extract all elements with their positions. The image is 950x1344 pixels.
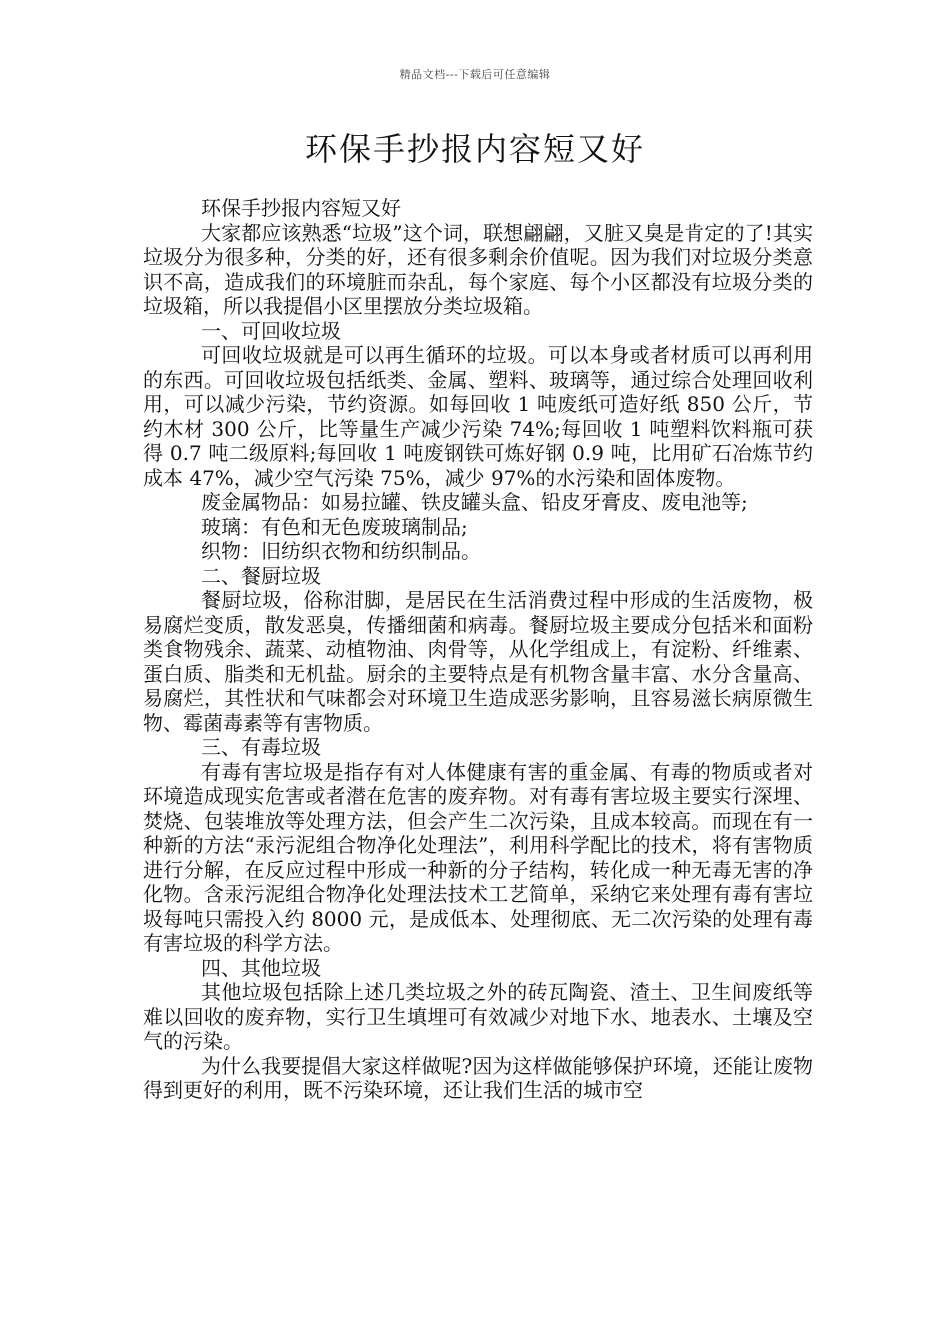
other-paragraph: 其他垃圾包括除上述几类垃圾之外的砖瓦陶瓷、渣土、卫生间废纸等难以回收的废弃物，实行卫生填埋可有效减少对地下水、地表水、土壤及空气的污染。	[143, 980, 813, 1053]
section-heading-other: 四、其他垃圾	[201, 955, 321, 980]
document-body	[143, 196, 813, 1103]
metal-items-line: 废金属物品：如易拉罐、铁皮罐头盒、铅皮牙膏皮、废电池等;	[201, 490, 748, 514]
fabric-items-line: 织物：旧纺织衣物和纺织制品。	[201, 539, 481, 563]
intro-paragraph: 大家都应该熟悉“垃圾”这个词，联想翩翩，又脏又臭是肯定的了!其实垃圾分为很多种，分类的好，还有很多剩余价值呢。因为我们对垃圾分类意识不高，造成我们的环境脏而杂乱，每个家庭、每个小区都没有垃圾分类的垃圾箱，所以我提倡小区里摆放分类垃圾箱。	[143, 220, 813, 318]
closing-paragraph: 为什么我要提倡大家这样做呢?因为这样做能够保护环境，还能让废物得到更好的利用，既不污染环境，还让我们生活的城市空	[143, 1053, 813, 1102]
section-heading-kitchen: 二、餐厨垃圾	[201, 563, 321, 588]
kitchen-paragraph: 餐厨垃圾，俗称泔脚，是居民在生活消费过程中形成的生活废物，极易腐烂变质，散发恶臭，传播细菌和病毒。餐厨垃圾主要成分包括米和面粉类食物残余、蔬菜、动植物油、肉骨等，从化学组成上，有淀粉、纤维素、蛋白质、脂类和无机盐。厨余的主要特点是有机物含量丰富、水分含量高、易腐烂，其性状和气味都会对环境卫生造成恶劣影响，且容易滋长病原微生物、霉菌毒素等有害物质。	[143, 588, 813, 735]
document-title: 环保手抄报内容短又好	[304, 130, 645, 168]
toxic-paragraph: 有毒有害垃圾是指存有对人体健康有害的重金属、有毒的物质或者对环境造成现实危害或者潜在危害的废弃物。对有毒有害垃圾主要实行深埋、焚烧、包装堆放等处理方法，但会产生二次污染，且成本较高。而现在有一种新的方法“汞污泥组合物净化处理法”，利用科学配比的技术，将有害物质进行分解，在反应过程中形成一种新的分子结构，转化成一种无毒无害的净化物。含汞污泥组合物净化处理法技术工艺简单，采纳它来处理有毒有害垃圾每吨只需投入约 8000 元，是成低本、处理彻底、无二次污染的处理有毒有害垃圾的科学方法。	[143, 759, 813, 955]
glass-items-line: 玻璃：有色和无色废玻璃制品;	[201, 514, 468, 539]
recyclable-paragraph: 可回收垃圾就是可以再生循环的垃圾。可以本身或者材质可以再利用的东西。可回收垃圾包括纸类、金属、塑料、玻璃等，通过综合处理回收利用，可以减少污染，节约资源。如每回收 1 吨废纸可造好纸 850 公斤，节约木材 300 公斤，比等量生产减少污染 74%;每回收 1 吨塑料饮料瓶可获得 0.7 吨二级原料;每回收 1 吨废钢铁可炼好钢 0.9 吨，比用矿石冶炼节约成本 47%，减少空气污染 75%，减少 97%的水污染和固体废物。	[143, 343, 813, 490]
subtitle-paragraph: 环保手抄报内容短又好	[201, 196, 401, 220]
header-note: 精品文档---下载后可任意编辑	[399, 68, 551, 81]
section-heading-toxic: 三、有毒垃圾	[201, 735, 321, 759]
section-heading-recyclable: 一、可回收垃圾	[201, 318, 341, 343]
